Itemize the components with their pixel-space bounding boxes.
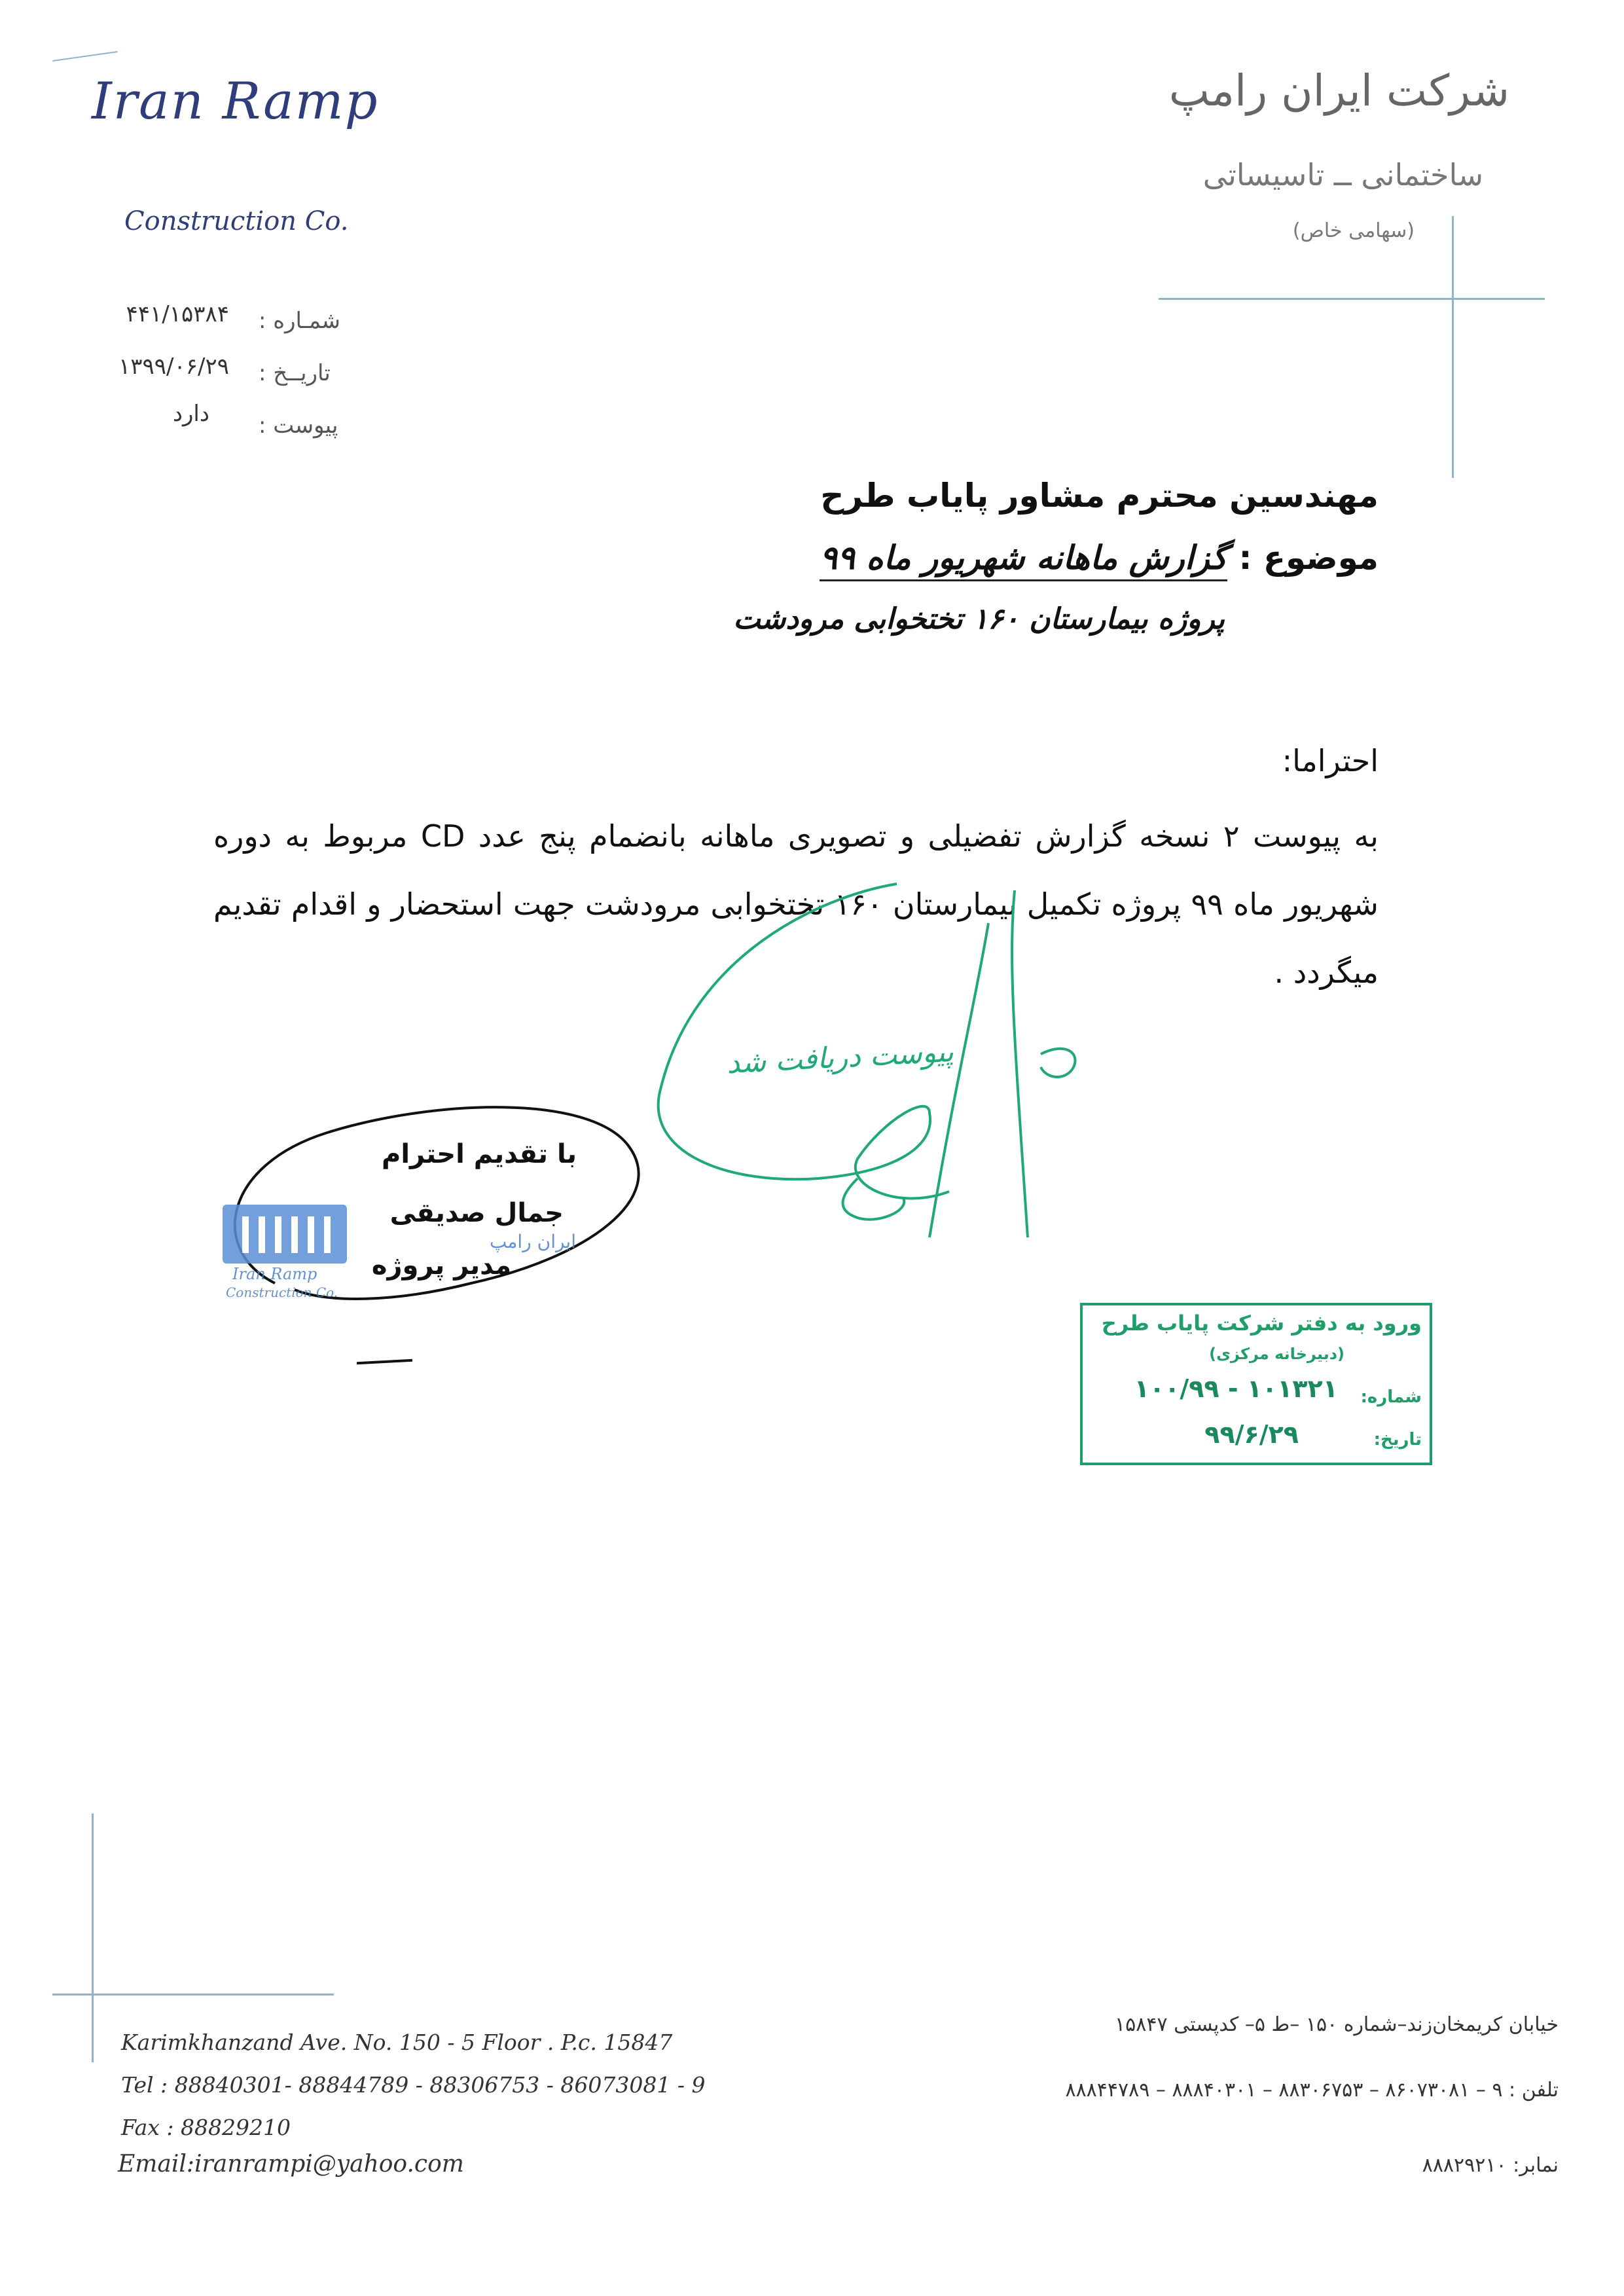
number-value: ۴۴۱/۱۵۳۸۴ [126,301,229,327]
footer-divider-horizontal [52,1994,334,1995]
company-type-fa: (سهامی خاص) [1292,219,1415,242]
top-left-corner-mark [52,51,117,62]
seal-text-en: Iran Ramp [232,1265,317,1283]
stamp-date-label: تاریخ: [1373,1430,1422,1449]
stamp-subtitle: (دبیرخانه مرکزی) [1209,1345,1344,1363]
handwritten-note: پیوست دریافت شد [725,1034,955,1081]
number-label: شمـاره : [259,308,340,334]
date-label: تاریــخ : [259,360,331,386]
stamp-number-value: ۱۰۰/۹۹ - ۱۰۱۳۲۱ [1134,1374,1338,1403]
signer-title: مدیر پروژه [371,1250,511,1281]
company-name-fa: شرکت ایران رامپ [1168,65,1509,116]
seal-text-fa: ایران رامپ [489,1231,576,1252]
footer-email-en[interactable]: Email:iranrampi@yahoo.com [118,2151,464,2178]
stamp-title: ورود به دفتر شرکت پایاب طرح [1101,1311,1422,1336]
attachment-value: دارد [172,401,209,427]
letter-body: به پیوست ۲ نسخه گزارش تفضیلی و تصویری ماهانه بانضمام پنج عدد CD مربوط به دوره شهریور ماه ۹۹ پروژه تکمیل بیمارستان ۱۶۰ تختخوابی مرودشت جهت استحضار و اقدام تقدیم میگردد . [213,818,1379,990]
footer-fax-en: Fax : 88829210 [121,2115,291,2140]
footer-tel-fa: تلفن : ۹ – ۸۶۰۷۳۰۸۱ – ۸۸۳۰۶۷۵۳ – ۸۸۸۴۰۳۰۱ – ۸۸۸۴۴۷۸۹ [1065,2079,1559,2102]
date-value: ۱۳۹۹/۰۶/۲۹ [118,354,229,380]
company-name-en: Iran Ramp [92,72,379,131]
footer-fax-fa: نمابر: ۸۸۸۲۹۲۱۰ [1422,2154,1559,2177]
closing-regards: با تقدیم احترام [382,1139,577,1169]
footer-divider-vertical [92,1813,94,2062]
attachment-label: پیوست : [259,412,338,439]
closing-underline-mark [357,1359,412,1364]
receipt-stamp [1080,1303,1432,1465]
footer-address-en: Karimkhanzand Ave. No. 150 - 5 Floor . P.c. 15847 [121,2030,673,2055]
signer-name: جمال صدیقی [389,1198,564,1228]
company-subtitle-en: Construction Co. [124,206,349,236]
footer-tel-en: Tel : 88840301- 88844789 - 88306753 - 86073081 - 9 [121,2072,706,2098]
greeting: احتراما: [1282,743,1379,778]
seal-logo-icon [223,1205,347,1264]
subject-label: موضوع : [1238,539,1379,577]
stamp-date-value: ۹۹/۶/۲۹ [1204,1420,1299,1449]
header-divider-horizontal [1159,298,1545,300]
stamp-number-label: شماره: [1360,1387,1422,1407]
header-divider-vertical [1452,216,1454,478]
project-name: پروژه بیمارستان ۱۶۰ تختخوابی مرودشت [733,602,1225,636]
company-subtitle-fa: ساختمانی ــ تاسیساتی [1202,157,1483,192]
footer-address-fa: خیابان کریمخان‌زند–شماره ۱۵۰ –ط ۵– کدپستی ۱۵۸۴۷ [1115,2013,1559,2036]
subject-text: گزارش ماهانه شهریور ماه ۹۹ [820,539,1227,581]
seal-text-en-sub: Construction Co. [226,1285,338,1300]
addressee: مهندسین محترم مشاور پایاب طرح [820,477,1379,515]
subject-line [820,539,1379,577]
